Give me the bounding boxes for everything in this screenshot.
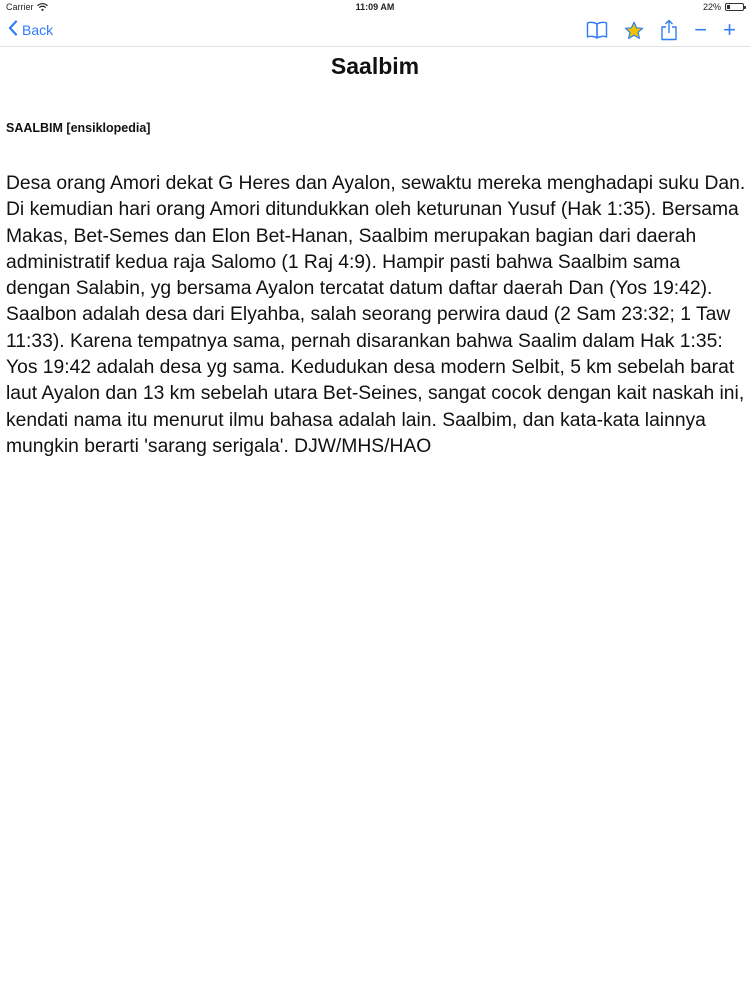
battery-icon bbox=[725, 3, 744, 11]
zoom-out-icon[interactable]: − bbox=[694, 17, 708, 42]
page-title: Saalbim bbox=[330, 53, 420, 79]
chevron-left-icon bbox=[8, 20, 18, 39]
entry-heading: SAALBIM [ensiklopedia] bbox=[6, 121, 151, 135]
entry-body: Desa orang Amori dekat G Heres dan Ayalon, sewaktu mereka menghadapi suku Dan. Di kemudian hari orang Amori ditundukkan oleh keturunan Yusuf (Hak 1:35). Bersama Makas, Bet-Semes dan Elon Bet-Hanan, Saalbim merupakan bagian dari daerah administratif kedua raja Salomo (1 Raj 4:9). Hampir pasti bahwa Saalbim sama dengan Salabin, yg bersama Ayalon tercatat datum daftar daerah Dan (Yos 19:42). Saalbon adalah desa dari Elyahba, salah seorang perwira daud (2 Sam 23:32; 1 Taw 11:33). Karena tempatnya sama, pernah disarankan bahwa Saalim dalam Hak 1:35: Yos 19:42 adalah desa yg sama. Kedudukan desa modern Selbit, 5 km sebelah barat laut Ayalon dan 13 km sebelah utara Bet-Seines, sangat cocok dengan kait naskah ini, kendati nama itu menurut ilmu bahasa adalah lain. Saalbim, dan kata-kata lainnya mungkin berarti 'sarang serigala'. DJW/MHS/HAO bbox=[6, 173, 746, 457]
nav-bar bbox=[0, 14, 750, 47]
status-time: 11:09 AM bbox=[355, 2, 395, 12]
share-icon[interactable] bbox=[660, 19, 678, 41]
book-icon[interactable] bbox=[586, 21, 608, 39]
status-bar bbox=[0, 0, 750, 14]
carrier-label: Carrier bbox=[6, 2, 34, 12]
battery-fill bbox=[727, 5, 730, 9]
star-icon[interactable] bbox=[624, 21, 644, 40]
back-label: Back bbox=[22, 21, 54, 38]
battery-percent: 22% bbox=[702, 2, 721, 12]
status-right bbox=[703, 2, 744, 12]
zoom-in-icon[interactable]: + bbox=[723, 17, 736, 42]
back-button[interactable] bbox=[8, 20, 53, 39]
nav-icons bbox=[586, 19, 736, 41]
